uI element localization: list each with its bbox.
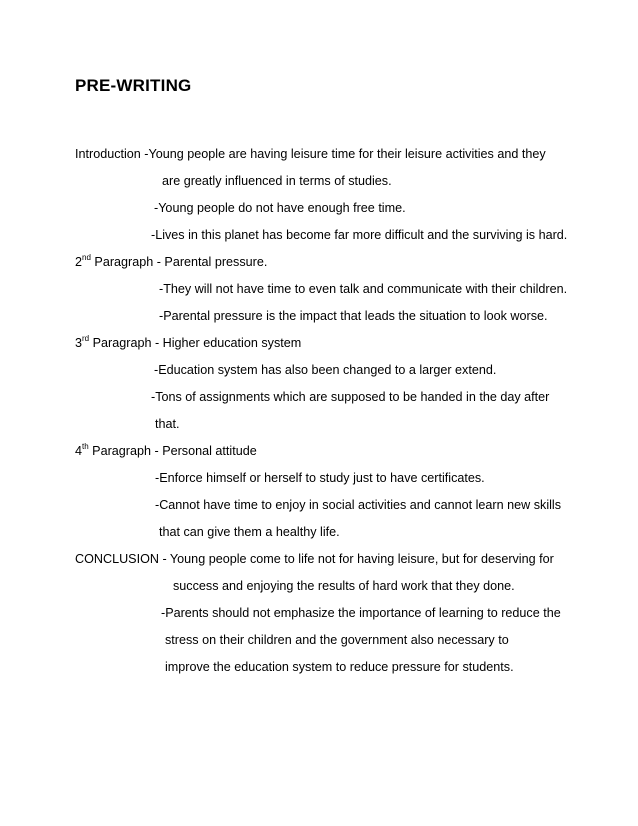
paragraph-number: 4 [75, 444, 83, 458]
paragraph-heading-text: Paragraph - Higher education system [89, 336, 302, 350]
paragraph-line: that can give them a healthy life. [159, 525, 340, 539]
introduction-line: Introduction -Young people are having leisure time for their leisure activities and they [75, 147, 546, 161]
paragraph-line: -They will not have time to even talk and communicate with their children. [159, 282, 568, 296]
page-title: PRE-WRITING [75, 76, 192, 95]
conclusion-line: improve the education system to reduce pressure for students. [165, 660, 514, 674]
paragraph-number: 2 [75, 255, 83, 269]
ordinal-suffix: nd [82, 252, 91, 262]
conclusion-line: -Parents should not emphasize the importance of learning to reduce the [161, 606, 561, 620]
paragraph-heading [75, 335, 301, 351]
conclusion-line: success and enjoying the results of hard work that they done. [173, 579, 515, 593]
paragraph-line: -Enforce himself or herself to study just to have certificates. [155, 471, 485, 485]
introduction-line: -Lives in this planet has become far more difficult and the surviving is hard. [151, 228, 568, 242]
conclusion-line: CONCLUSION - Young people come to life not for having leisure, but for deserving for [75, 552, 554, 566]
paragraph-line: -Education system has also been changed to a larger extend. [154, 363, 497, 377]
paragraph-heading-text: Paragraph - Personal attitude [88, 444, 257, 458]
paragraph-heading-text: Paragraph - Parental pressure. [90, 255, 268, 269]
introduction-line: are greatly influenced in terms of studies. [162, 174, 392, 188]
paragraph-number: 3 [75, 336, 83, 350]
paragraph-line: -Tons of assignments which are supposed to be handed in the day after [151, 390, 550, 404]
conclusion-line: stress on their children and the government also necessary to [165, 633, 509, 647]
paragraph-line: that. [155, 417, 180, 431]
paragraph-heading [75, 254, 267, 270]
paragraph-heading [75, 443, 257, 459]
ordinal-suffix: th [82, 441, 89, 451]
paragraph-line: -Cannot have time to enjoy in social activities and cannot learn new skills [155, 498, 562, 512]
introduction-line: -Young people do not have enough free time. [154, 201, 406, 215]
paragraph-line: -Parental pressure is the impact that leads the situation to look worse. [159, 309, 548, 323]
ordinal-suffix: rd [82, 333, 90, 343]
